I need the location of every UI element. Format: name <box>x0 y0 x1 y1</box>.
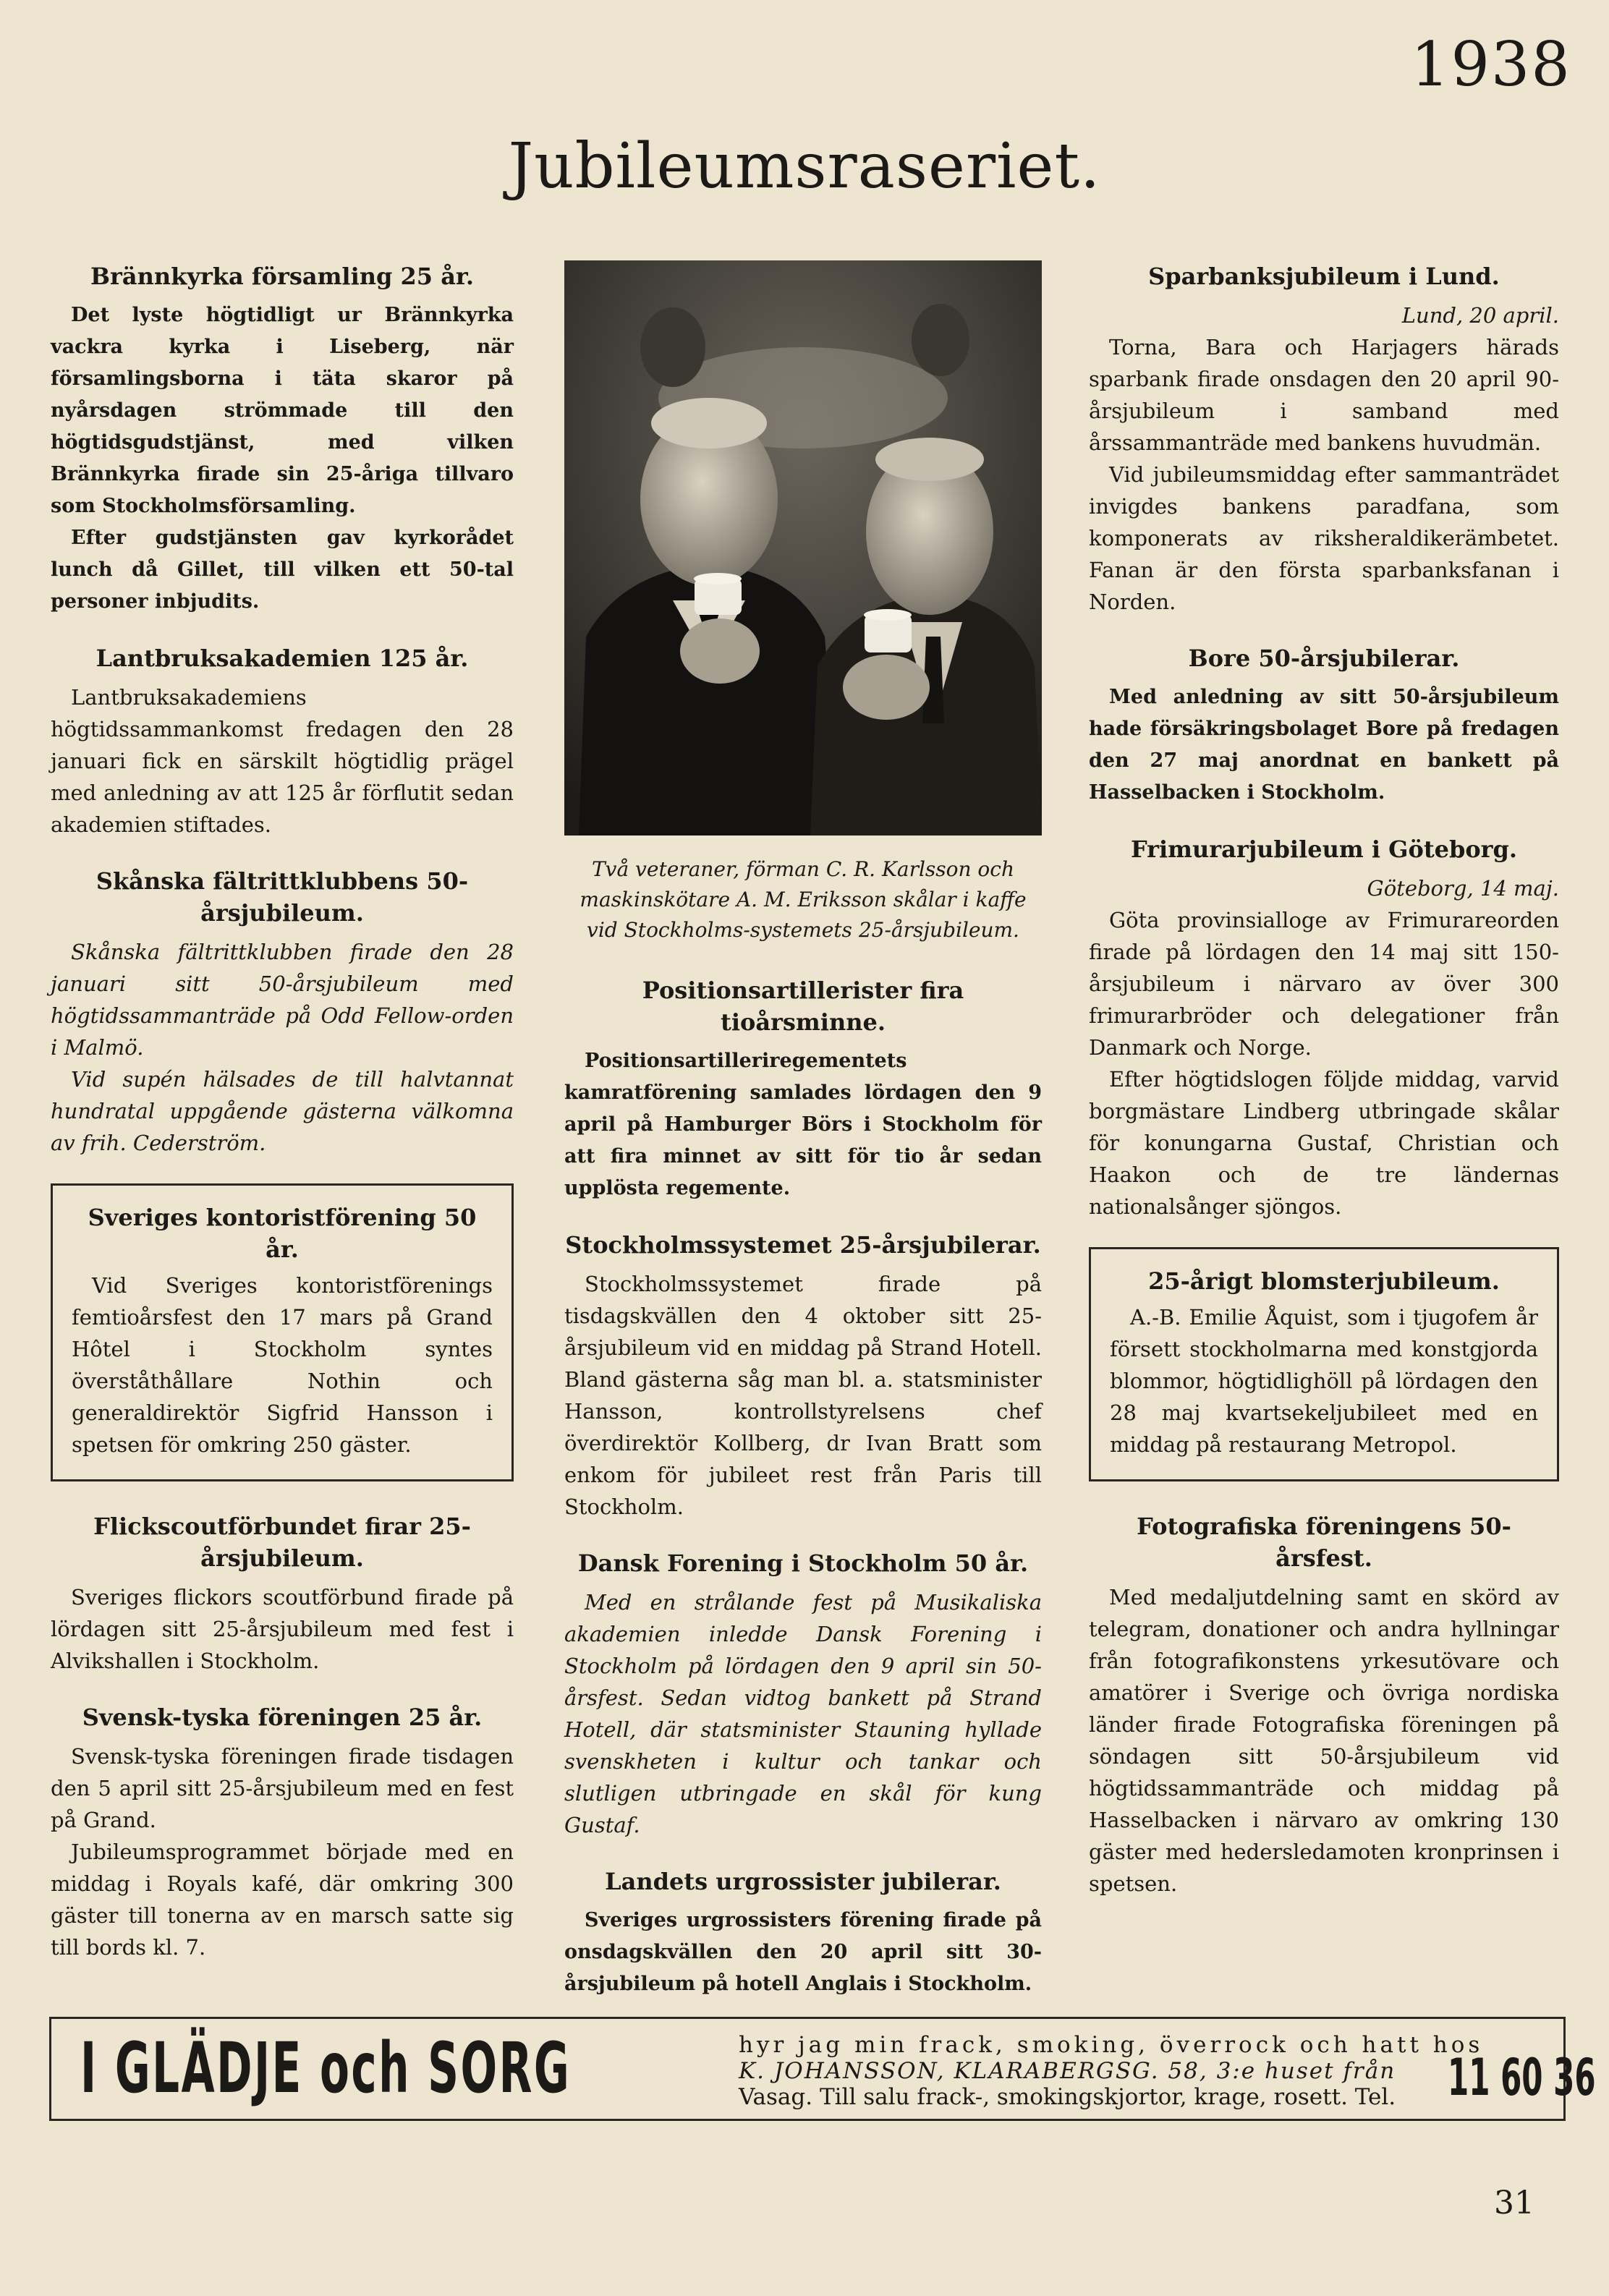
column-left <box>51 260 514 1988</box>
article-heading: Lantbruksakademien 125 år. <box>95 645 469 672</box>
article-brannkyrka <box>51 260 514 618</box>
article-paragraph: Med anledning av sitt 50-årsjubileum hade försäkringsbolaget Bore på fredagen den 27 maj anordnat en bankett på Hasselbacken i Stockholm. <box>1089 686 1559 804</box>
page-title: Jubileumsraseriet. <box>508 130 1101 203</box>
article-paragraph: Efter gudstjänsten gav kyrkorådet lunch då Gillet, till vilken ett 50-tal personer inbjudits. <box>51 527 514 613</box>
article-paragraph: Jubileumsprogrammet började med en middag i Royals kafé, där omkring 300 gäster till tonerna av en marsch satte sig till bords kl. 7. <box>51 1840 514 1960</box>
article-paragraph: Med en strålande fest på Musikaliska akademien inledde Dansk Forening i Stockholm på lördagen den 9 april sin 50-årsfest. Sedan vidtog bankett på Strand Hotell, där statsminister Stauning hyllade svenskheten i kultur och tankar och slutligen utbringade en skål för kung Gustaf. <box>564 1590 1042 1837</box>
article-frimurarjubileum <box>1089 833 1559 1223</box>
article-heading: Fotografiska föreningens 50-årsfest. <box>1137 1513 1511 1572</box>
article-heading: 25-årigt blomsterjubileum. <box>1148 1267 1500 1295</box>
article-paragraph: Sveriges flickors scoutförbund firade på lördagen sitt 25-årsjubileum med fest i Alvikshallen i Stockholm. <box>51 1585 514 1673</box>
article-paragraph: Torna, Bara och Harjagers härads sparbank firade onsdagen den 20 april 90-årsjubileum i samband med årssammanträde med bankens huvudmän. <box>1089 335 1559 455</box>
article-paragraph: Efter högtidslogen följde middag, varvid borgmästare Lindberg utbringade skålar för konungarna Gustaf, Christian och Haakon och de tre ländernas nationalsånger sjöngos. <box>1089 1067 1559 1219</box>
article-paragraph: Vid Sveriges kontoristförenings femtioårsfest den 17 mars på Grand Hôtel i Stockholm syntes överståthållare Nothin och generaldirektör Sigfrid Hansson i spetsen för omkring 250 gäster. <box>72 1273 493 1457</box>
article-heading: Landets urgrossister jubilerar. <box>605 1868 1001 1895</box>
article-paragraph: Vid jubileumsmiddag efter sammanträdet invigdes bankens paradfana, som komponerats av riksheraldikerämbetet. Fanan är den första sparbanksfanan i Norden. <box>1089 462 1559 614</box>
ad-text <box>739 2032 1484 2110</box>
article-paragraph: Med medaljutdelning samt en skörd av telegram, donationer och andra hyllningar från fotografikonstens yrkesutövare och amatörer i Sverige och övriga nordiska länder firade Fotografiska föreningen på söndagen sitt 50-årsjubileum vid högtidssammanträde och middag på Hasselbacken i närvaro av omkring 130 gäster med hedersledamoten kronprinsen i spetsen. <box>1089 1585 1559 1896</box>
article-paragraph: Det lyste högtidligt ur Brännkyrka vackra kyrka i Liseberg, när församlingsborna i täta skaror på nyårsdagen strömmade till den högtidsgudstjänst, med vilken Brännkyrka firade sin 25-åriga tillvaro som Stockholmsförsamling. <box>51 304 514 517</box>
article-dansk-forening <box>564 1547 1042 1841</box>
photo-caption: Två veteraner, förman C. R. Karlsson och maskinskötare A. M. Eriksson skålar i kaffe vid Stockholms-systemets 25-årsjubileum. <box>580 857 1027 942</box>
article-heading: Stockholmssystemet 25-årsjubilerar. <box>565 1231 1041 1259</box>
article-dateline: Lund, 20 april. <box>1401 303 1559 328</box>
ad-telephone: 11 60 36 <box>1448 2048 1596 2107</box>
ad-line: hyr jag min frack, smoking, överrock och hatt hos <box>739 2032 1484 2058</box>
article-paragraph: Lantbruksakademiens högtidssammankomst fredagen den 28 januari fick en särskilt högtidlig prägel med anledning av att 125 år förflutit sedan akademien stiftades. <box>51 685 514 837</box>
article-paragraph: Stockholmssystemet firade på tisdagskvällen den 4 oktober sitt 25-årsjubileum vid en middag på Strand Hotell. Bland gästerna såg man bl. a. statsminister Hansson, kontrollstyrelsens chef överdirektör Kollberg, dr Ivan Bratt som enkom för jubileet rest från Paris till Stockholm. <box>564 1272 1042 1519</box>
article-heading: Flickscoutförbundet firar 25-årsjubileum. <box>93 1513 471 1572</box>
article-faltrittklubben <box>51 865 514 1159</box>
article-paragraph: Vid supén hälsades de till halvtannat hundratal uppgående gästerna välkomna av frih. Cederström. <box>51 1067 514 1155</box>
article-paragraph: Svensk-tyska föreningen firade tisdagen den 5 april sitt 25-årsjubileum med en fest på Grand. <box>51 1744 514 1832</box>
article-positionsartillerister <box>564 974 1042 1204</box>
article-heading: Dansk Forening i Stockholm 50 år. <box>577 1549 1029 1577</box>
article-heading: Svensk-tyska föreningen 25 år. <box>82 1704 483 1731</box>
article-paragraph: A.-B. Emilie Åquist, som i tjugofem år försett stockholmarna med konstgjorda blommor, högtidlighöll på lördagen den 28 maj kvartsekeljubileet med en middag på restaurang Metropol. <box>1110 1305 1538 1457</box>
article-urgrossister <box>564 1866 1042 2000</box>
page-number: 31 <box>1494 2185 1534 2221</box>
column-right <box>1089 260 1559 1924</box>
year-heading: 1938 <box>1411 29 1571 100</box>
ad-line: K. JOHANSSON, KLARABERGSG. 58, 3:e huset från <box>739 2058 1396 2084</box>
ad-slogan: I GLÄDJE och SORG <box>80 2028 572 2109</box>
article-flickscoutforbundet <box>51 1510 514 1677</box>
article-bore <box>1089 642 1559 809</box>
article-heading: Positionsartillerister fira tioårsminne. <box>642 977 964 1036</box>
ad-line: Vasag. Till salu frack-, smokingskjortor, krage, rosett. Tel. <box>739 2084 1396 2110</box>
article-paragraph: Skånska fältrittklubben firade den 28 januari sitt 50-årsjubileum med högtidssammanträde på Odd Fellow-orden i Malmö. <box>51 940 514 1060</box>
article-paragraph: Positionsartilleriregementets kamratförening samlades lördagen den 9 april på Hamburger Börs i Stockholm för att fira minnet av sitt för tio år sedan upplösta regemente. <box>564 1050 1042 1199</box>
article-heading: Brännkyrka församling 25 år. <box>90 263 474 290</box>
advertisement-box <box>49 2017 1596 2121</box>
article-heading: Bore 50-årsjubilerar. <box>1188 645 1460 672</box>
article-sparbanksjubileum <box>1089 260 1559 618</box>
article-stockholmssystemet <box>564 1229 1042 1523</box>
article-lantbruksakademien <box>51 642 514 841</box>
article-paragraph: Göta provinsialloge av Frimurareorden firade på lördagen den 14 maj sitt 150-årsjubileum i närvaro av över 300 frimurarbröder och delegationer från Danmark och Norge. <box>1089 908 1559 1060</box>
article-heading: Sparbanksjubileum i Lund. <box>1148 263 1500 290</box>
article-dateline: Göteborg, 14 maj. <box>1367 876 1559 901</box>
article-heading: Frimurarjubileum i Göteborg. <box>1130 836 1518 863</box>
article-heading: Sveriges kontoristförening 50 år. <box>88 1204 477 1263</box>
boxed-article-kontoristforening <box>51 1183 514 1481</box>
article-svensk-tyska <box>51 1701 514 1963</box>
article-paragraph: Sveriges urgrossisters förening firade på onsdagskvällen den 20 april sitt 30-årsjubileum på hotell Anglais i Stockholm. <box>564 1909 1042 1995</box>
boxed-article-blomsterjubileum <box>1089 1247 1559 1481</box>
article-heading: Skånska fältrittklubbens 50-årsjubileum. <box>95 867 469 927</box>
article-fotografiska <box>1089 1510 1559 1900</box>
column-middle <box>564 260 1042 2025</box>
photo-two-veterans <box>564 260 1042 836</box>
